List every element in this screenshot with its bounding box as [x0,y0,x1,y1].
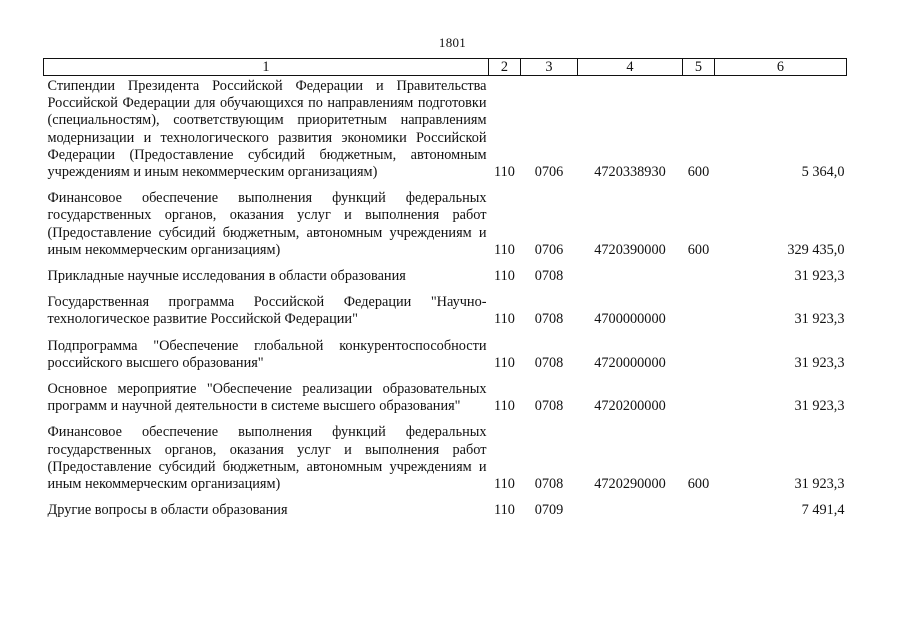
row-target-code [578,259,683,285]
row-amount: 7 491,4 [801,502,845,519]
row-name: Прикладные научные исследования в области образования [47,268,406,285]
row-expense-type: 600 [687,241,710,258]
row-target-code: 4720200000 [594,398,666,415]
row-amount: 31 923,3 [794,268,845,285]
row-section-code: 0708 [534,476,564,493]
row-ministry-code: 110 [494,354,515,371]
row-expense-type [683,259,715,285]
row-expense-type [683,285,715,328]
table-row [44,259,847,285]
table-row [44,493,847,519]
row-ministry-code: 110 [494,502,515,519]
row-name: Стипендии Президента Российской Федерации и Правительства Российской Федерации для обучающихся по направлениям подготовки (специальностям), соответствующим приоритетным направлениям модернизации и технологического развития экономики Российской Федерации (Предоставление субсидий бюджетным, автономным учреждениям и иным некоммерческим организациям) [47,78,487,181]
header-row [44,59,847,76]
row-expense-type [683,329,715,372]
row-amount: 329 435,0 [787,241,845,258]
row-name: Подпрограмма "Обеспечение глобальной конкурентоспособности российского высшего образования" [47,337,487,371]
row-ministry-code: 110 [494,268,515,285]
table-row [44,415,847,493]
row-amount: 31 923,3 [794,476,845,493]
row-section-code: 0708 [534,311,564,328]
row-target-code [578,493,683,519]
row-ministry-code: 110 [494,398,515,415]
table-row [44,181,847,259]
row-target-code: 4700000000 [594,311,666,328]
row-expense-type [683,372,715,415]
column-header-2: 2 [489,59,521,76]
row-name: Основное мероприятие "Обеспечение реализации образовательных программ и научной деятельности в системе высшего образования" [47,381,487,415]
row-expense-type: 600 [687,476,710,493]
row-section-code: 0708 [534,354,564,371]
row-section-code: 0708 [534,268,564,285]
row-ministry-code: 110 [494,241,515,258]
table-header [44,59,847,76]
row-target-code: 4720000000 [594,354,666,371]
row-amount: 31 923,3 [794,354,845,371]
budget-table-container [43,58,846,519]
row-section-code: 0706 [534,241,564,258]
table-row [44,329,847,372]
page-number: 1801 [438,35,467,50]
column-header-6: 6 [715,59,847,76]
row-section-code: 0709 [534,502,564,519]
budget-table [43,58,847,519]
row-name: Другие вопросы в области образования [47,502,288,519]
row-target-code: 4720290000 [594,476,666,493]
row-name: Финансовое обеспечение выполнения функций федеральных государственных органов, оказания услуг и выполнения работ (Предоставление субсидий бюджетным, автономным учреждениям и иным некоммерческим организациям) [47,424,487,493]
table-row [44,372,847,415]
row-ministry-code: 110 [494,311,515,328]
row-target-code: 4720338930 [594,164,666,181]
row-name: Финансовое обеспечение выполнения функций федеральных государственных органов, оказания услуг и выполнения работ (Предоставление субсидий бюджетным, автономным учреждениям и иным некоммерческим организациям) [47,190,487,258]
row-target-code: 4720390000 [594,241,666,258]
column-header-3: 3 [521,59,578,76]
row-expense-type: 600 [687,164,710,181]
row-section-code: 0708 [534,398,564,415]
row-amount: 31 923,3 [794,311,845,328]
column-header-5: 5 [683,59,715,76]
row-ministry-code: 110 [494,164,515,181]
row-section-code: 0706 [534,164,564,181]
row-expense-type [683,493,715,519]
table-row [44,76,847,182]
table-row [44,285,847,328]
row-name: Государственная программа Российской Федерации "Научно-технологическое развитие Российской Федерации" [47,294,487,328]
row-amount: 31 923,3 [794,398,845,415]
table-body [44,76,847,520]
column-header-4: 4 [578,59,683,76]
row-amount: 5 364,0 [801,164,845,181]
column-header-1: 1 [44,59,489,76]
row-ministry-code: 110 [494,476,515,493]
